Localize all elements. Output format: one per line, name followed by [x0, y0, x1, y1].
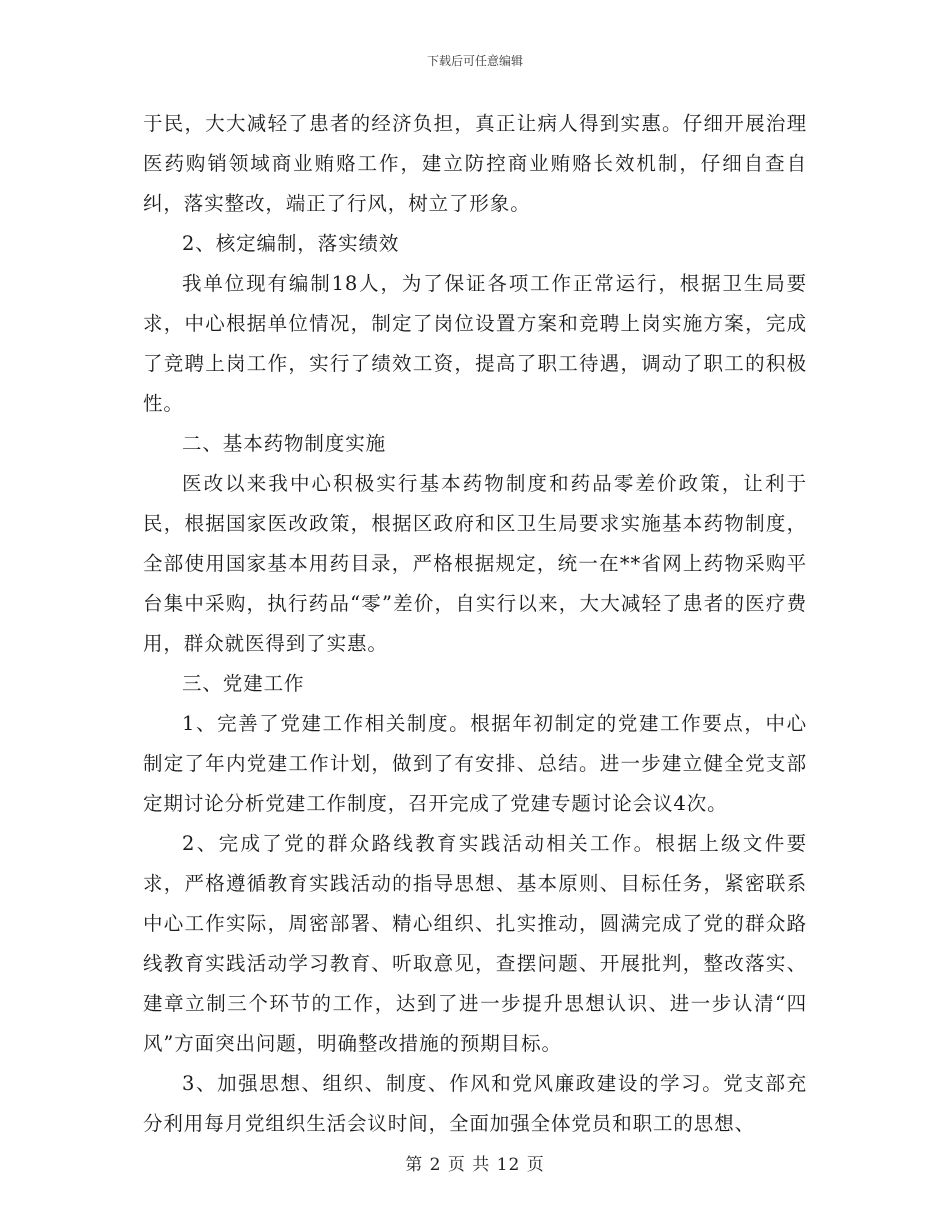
section-heading: 二、基本药物制度实施	[182, 432, 387, 455]
paragraph: 3、加强思想、组织、制度、作风和党风廉政建设的学习。党支部充分利用每月党组织生活会议时间，全面加强全体党员和职工的思想、	[143, 1072, 807, 1135]
document-body	[143, 104, 807, 1144]
paragraph: 我单位现有编制18人，为了保证各项工作正常运行，根据卫生局要求，中心根据单位情况，制定了岗位设置方案和竞聘上岗实施方案，完成了竞聘上岗工作，实行了绩效工资，提高了职工待遇，调动了职工的积极性。	[143, 272, 807, 415]
paragraph: 医改以来我中心积极实行基本药物制度和药品零差价政策，让利于民，根据国家医改政策，根据区政府和区卫生局要求实施基本药物制度，全部使用国家基本用药目录，严格根据规定，统一在**省网上药物采购平台集中采购，执行药品“零”差价，自实行以来，大大减轻了患者的医疗费用，群众就医得到了实惠。	[143, 472, 807, 655]
page-header: 下载后可任意编辑	[426, 54, 523, 68]
paragraph-continuation: 于民，大大减轻了患者的经济负担，真正让病人得到实惠。仔细开展治理医药购销领域商业贿赂工作，建立防控商业贿赂长效机制，仔细自查自纠，落实整改，端正了行风，树立了形象。	[143, 112, 807, 215]
section-heading: 三、党建工作	[182, 672, 305, 695]
page-number-footer: 第 2 页 共 12 页	[405, 1155, 545, 1175]
section-heading: 2、核定编制，落实绩效	[182, 232, 400, 255]
paragraph: 2、完成了党的群众路线教育实践活动相关工作。根据上级文件要求，严格遵循教育实践活动的指导思想、基本原则、目标任务，紧密联系中心工作实际，周密部署、精心组织、扎实推动，圆满完成了党的群众路线教育实践活动学习教育、听取意见，查摆问题、开展批判，整改落实、建章立制三个环节的工作，达到了进一步提升思想认识、进一步认清“四风”方面突出问题，明确整改措施的预期目标。	[143, 832, 807, 1055]
paragraph: 1、完善了党建工作相关制度。根据年初制定的党建工作要点，中心制定了年内党建工作计划，做到了有安排、总结。进一步建立健全党支部定期讨论分析党建工作制度，召开完成了党建专题讨论会议4次。	[143, 712, 807, 815]
